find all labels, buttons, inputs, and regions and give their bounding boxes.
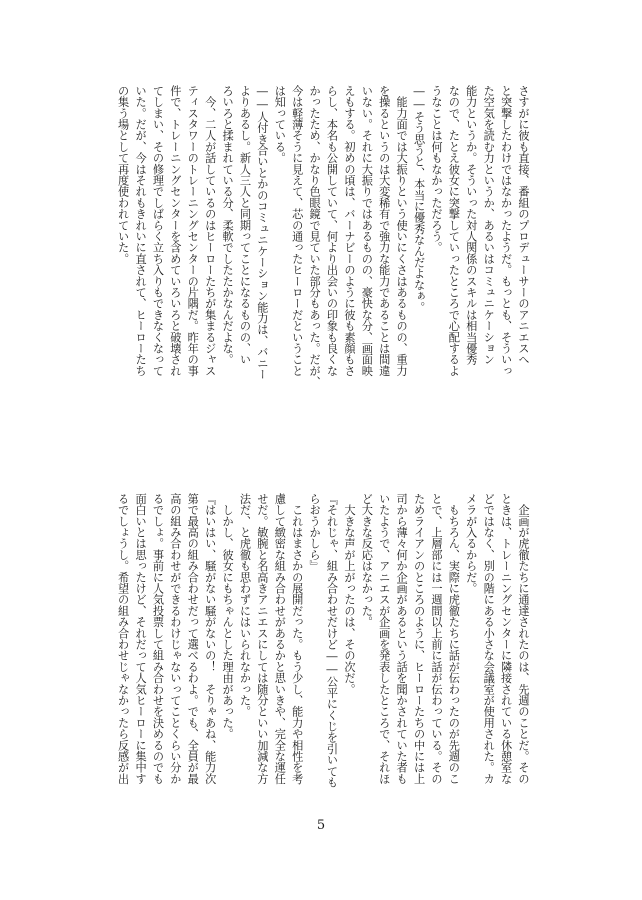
text-line: どではなく、別の階にある小さな会議室が使用された。カ [482,493,496,785]
text-line: と突撃したわけではなかったようだ。もっとも、そういっ [499,85,513,377]
text-line: 慮して緻密な組み合わせがあるかと思いきや、完全な運任 [273,493,287,785]
text-line: た空気を読む力というか、あるいはコミュニケーション [482,85,496,365]
text-line: なので、たとえ彼女に突撃していったところで心配するよ [447,85,461,377]
text-line: ためライアンのところのように、ヒーローたちの中には上 [412,493,426,785]
text-line: の集う場として再度使われていた。 [116,85,130,265]
text-line: えもする。初めの頃は、バーナビーのように彼も素顔もさ [342,85,356,377]
text-line: 企画が虎徹たちに通達されたのは、先週のことだ。その [517,493,530,785]
text-line: 大きな声が上がったのは、その次だ。 [342,493,356,695]
text-line: いた。だが、今はそれもきれいに直されて、ヒーローたち [134,85,148,377]
text-line: よりあるし。新人三人と同期ってことになるものの、い [238,85,252,365]
text-line: るでしょ。事前に人気投票して組み合わせを決めるのでも [151,493,165,785]
text-line: せだ。敏腕と名高きアニエスにしては随分といい加減な方 [255,493,269,785]
text-line: かったため、かなり色眼鏡で見ていた部分もあった。だが、 [308,85,322,388]
text-line: 能力面では大振りという使いにくさはあるものの、重力 [395,85,409,377]
text-line: いたようで、アニエスが企画を発表したところで、それほ [377,493,391,785]
text-line: 能力というか。そういった対人関係のスキルは相当優秀 [464,85,478,365]
text-line: ど大きな反応はなかった。 [360,493,374,628]
text-line: ――人付き合いとかのコミュニケーション能力は、バニー [255,85,269,380]
text-line: 第で最高の組み合わせだって選べるわよ。でも、全員が最 [186,493,200,785]
lower-text-block [102,493,532,788]
text-line: 『はいはい、騒がない騒がないの！ そりゃあね、能力次 [203,493,217,785]
text-line: しかし、彼女にもちゃんとした理由があった。 [221,493,235,740]
text-line: 法だ、と虎徹も思わずにはいられなかった。 [238,493,252,717]
text-line: 今、二人が話しているのはヒーローたちが集まるジャス [203,85,217,377]
text-line: もちろん、実際に虎徹たちに話が伝わったのが先週のこ [447,493,461,785]
text-line: 今は軽薄そうに見えて、芯の通ったヒーローだということ [290,85,304,377]
text-line: は知っている。 [273,85,287,164]
text-line: らし、本名も公開していて、何より出会いの印象も良くな [325,85,339,377]
text-line: てしまい、その修理でしばらく立ち入りもできなくなって [151,85,165,377]
text-line: ティスタワーのトレーニングセンターの片隅だ。昨年の事 [186,85,200,377]
text-line: を操るというのは大変稀有で強力な能力であることは間違 [377,85,391,377]
text-line: いない。それに大振りではあるものの、豪快な分、画面映 [360,85,374,377]
text-line: 『それじゃ、組み合わせだけど――公平にくじを引いても [325,493,339,788]
text-line: らおうかしら』 [308,493,322,572]
text-line: とで、上層部には一週間以上前に話が伝わっている。その [429,493,443,785]
text-line: ――そう思うと、本当に優秀なんだよなぁ。 [412,85,426,313]
text-line: るでしょうし。希望の組み合わせじゃなかったら反感が出 [116,493,130,785]
text-line: 件で、トレーニングセンターを含めていろいろと破壊され [168,85,182,377]
text-line: ときは、トレーニングセンターに隣接されている休憩室な [499,493,513,785]
text-line: これはまさかの展開だった。もう少し、能力や相性を考 [290,493,304,785]
upper-text-block [102,85,532,388]
text-line: ろいろと揉まれている分、柔軟でしたたかなんだよな。 [221,85,235,365]
text-line: 高の組み合わせができるわけじゃないってことくらい分か [168,493,182,785]
text-line: 面白いとは思ったけど、それだって人気ヒーローに集中す [134,493,148,785]
text-line: うなことは何もなかっただろう。 [429,85,443,253]
text-line: さすがに彼も直接、番組のプロデューサーのアニエスへ [517,85,530,365]
text-line: 司から薄々何か企画があるという話を聞かされていた者も [395,493,409,785]
page-number: 5 [316,818,326,833]
text-line: メラが入るからだ。 [464,493,478,594]
